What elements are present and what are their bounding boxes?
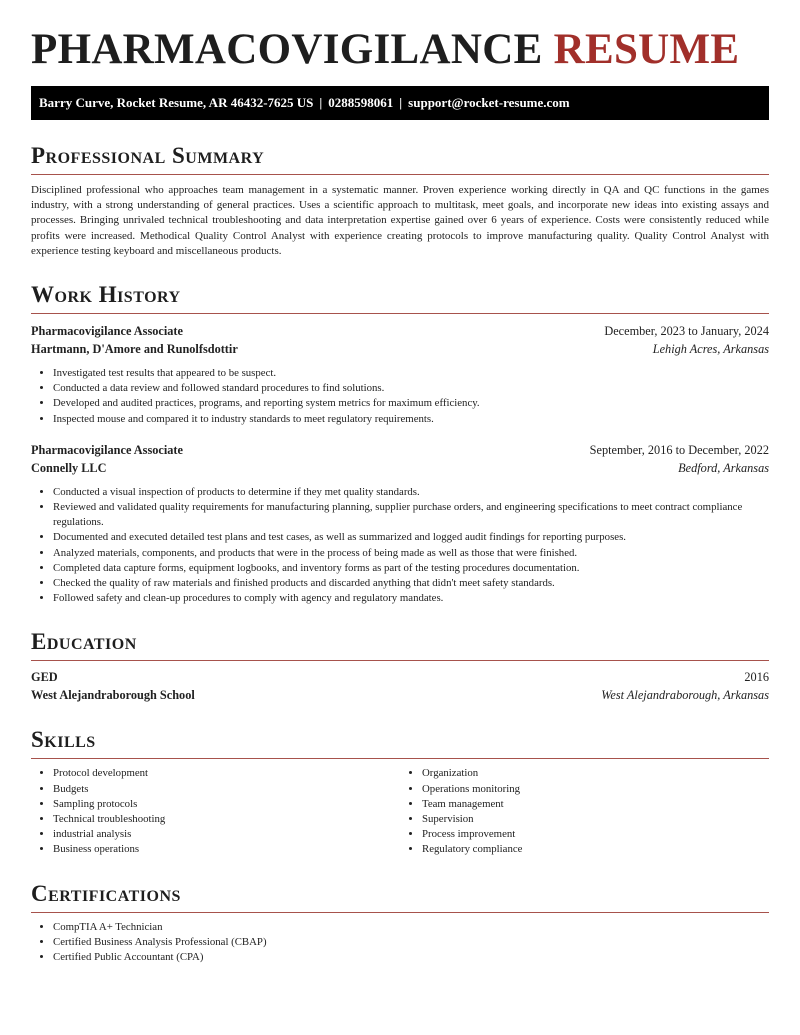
skills-list-left — [31, 766, 400, 857]
job-header-row — [31, 322, 769, 340]
job-location: Lehigh Acres, Arkansas — [652, 342, 769, 357]
section-heading-skills: Skills — [31, 727, 96, 753]
list-item: • Budgets — [53, 782, 400, 797]
job-company: Connelly LLC — [31, 460, 107, 475]
list-item: • Technical troubleshooting — [53, 812, 400, 827]
contact-separator: | — [319, 95, 323, 110]
section-heading-certifications: Certifications — [31, 880, 181, 906]
list-item: • Protocol development — [53, 766, 400, 781]
section-heading-education: Education — [31, 629, 137, 655]
contact-bar — [31, 86, 769, 120]
title-accent: RESUME — [553, 26, 740, 73]
job-entry — [31, 322, 769, 427]
job-bullets — [31, 366, 769, 427]
list-item: • Organization — [422, 766, 769, 781]
education-header-row — [31, 668, 769, 686]
list-item: • Reviewed and validated quality requirements for manufacturing planning, supplier purchase orders, and engineering specifications to meet contract compliance regulations. — [53, 500, 769, 530]
list-item: • Sampling protocols — [53, 797, 400, 812]
job-company-row — [31, 340, 769, 358]
list-item: • Certified Business Analysis Professional (CBAP) — [53, 935, 769, 950]
list-item: • Documented and executed detailed test plans and test cases, as well as summarized and logged audit findings for reporting purposes. — [53, 530, 769, 545]
contact-separator: | — [399, 95, 403, 110]
summary-text: Disciplined professional who approaches team management in a systematic manner. Proven experience working directly in QA and QC functions in the games industry, with a strong understanding of general practices. Uses a scientific approach to multitask, meet goals, and incorporate new ideas into existing assays and processes. Bringing unrivaled technical troubleshooting and data interpretation expertise gained over 6 years of experience. Costs were consistently reduced while profits were increased. Methodical Quality Control Analyst with experience creating protocols to improve manufacturing quality. Quality Control Analyst with experience testing keyboard and miscellaneous products. — [31, 184, 769, 257]
job-title: Pharmacovigilance Associate — [31, 324, 183, 339]
job-dates: December, 2023 to January, 2024 — [604, 324, 769, 339]
list-item: • Investigated test results that appeared to be suspect. — [53, 366, 769, 381]
job-title: Pharmacovigilance Associate — [31, 442, 183, 457]
list-item: • Analyzed materials, components, and products that were in the process of being made as well as those that were finished. — [53, 546, 769, 561]
section-divider — [31, 174, 769, 175]
job-entry — [31, 441, 769, 607]
title-main: PHARMACOVIGILANCE — [31, 26, 543, 73]
list-item: • Followed safety and clean-up procedures to comply with agency and regulatory mandates. — [53, 591, 769, 606]
education-degree: GED — [31, 670, 58, 685]
list-item: • Supervision — [422, 812, 769, 827]
job-company: Hartmann, D'Amore and Runolfsdottir — [31, 342, 238, 357]
job-bullets — [31, 485, 769, 607]
education-entry — [31, 668, 769, 704]
education-school-row — [31, 686, 769, 704]
list-item: • Developed and audited practices, programs, and reporting system metrics for maximum efficiency. — [53, 396, 769, 411]
list-item: • Completed data capture forms, equipment logbooks, and inventory forms as part of the testing procedures documentation. — [53, 561, 769, 576]
section-heading-work: Work History — [31, 282, 181, 308]
certifications-list-wrapper — [31, 920, 769, 966]
education-year: 2016 — [744, 670, 769, 685]
list-item: • Certified Public Accountant (CPA) — [53, 950, 769, 965]
certifications-list — [31, 920, 769, 966]
list-item: • Operations monitoring — [422, 782, 769, 797]
section-divider — [31, 660, 769, 661]
list-item: • Business operations — [53, 842, 400, 857]
section-divider — [31, 313, 769, 314]
list-item: • Conducted a visual inspection of products to determine if they met quality standards. — [53, 485, 769, 500]
education-location: West Alejandraborough, Arkansas — [601, 688, 769, 703]
education-school: West Alejandraborough School — [31, 688, 195, 703]
job-location: Bedford, Arkansas — [678, 460, 769, 475]
job-dates: September, 2016 to December, 2022 — [589, 442, 769, 457]
skills-list-right — [400, 766, 769, 857]
skills-columns — [31, 759, 769, 857]
list-item: • CompTIA A+ Technician — [53, 920, 769, 935]
job-header-row — [31, 441, 769, 459]
resume-title — [31, 26, 769, 74]
list-item: • Checked the quality of raw materials and finished products and discarded anything that didn't meet safety standards. — [53, 576, 769, 591]
contact-address: Barry Curve, Rocket Resume, AR 46432-7625 US — [39, 95, 314, 110]
section-heading-summary: Professional Summary — [31, 143, 265, 168]
list-item: • Inspected mouse and compared it to industry standards to meet regulatory requirements. — [53, 412, 769, 427]
list-item: • Conducted a data review and followed standard procedures to find solutions. — [53, 381, 769, 396]
list-item: • industrial analysis — [53, 827, 400, 842]
job-company-row — [31, 459, 769, 477]
contact-phone: 0288598061 — [328, 95, 394, 110]
list-item: • Team management — [422, 797, 769, 812]
list-item: • Regulatory compliance — [422, 842, 769, 857]
list-item: • Process improvement — [422, 827, 769, 842]
contact-email[interactable]: support@rocket-resume.com — [408, 95, 570, 110]
section-divider — [31, 912, 769, 913]
resume-page — [31, 0, 769, 965]
